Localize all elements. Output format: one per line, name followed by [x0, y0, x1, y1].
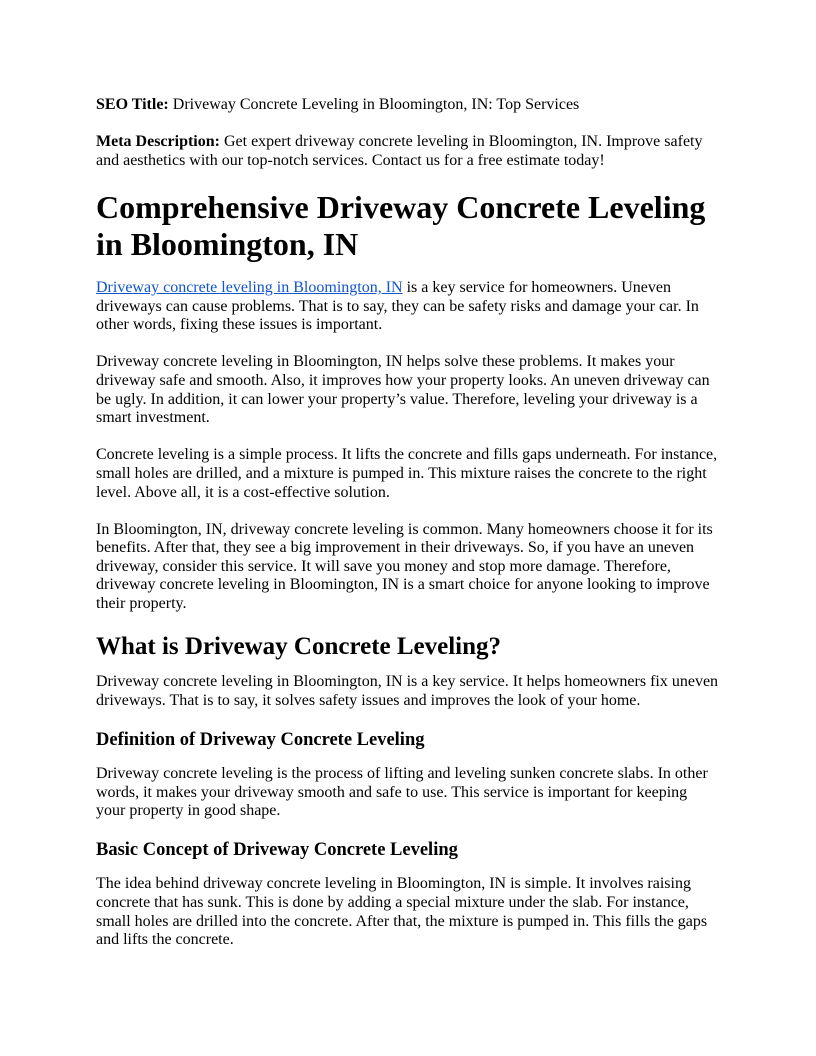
- paragraph-what-is: Driveway concrete leveling in Bloomington, IN is a key service. It helps homeowners fix uneven driveways. That is to say, it solves safety issues and improves the look of your home.: [96, 673, 719, 709]
- subsection-heading-definition: Definition of Driveway Concrete Leveling: [96, 730, 425, 751]
- intro-paragraph-text: is a key service for homeowners. Uneven driveways can cause problems. That is to say, they can be safety risks and damage your car. In other words, fixing these issues is important.: [96, 278, 699, 334]
- meta-description-text: Get expert driveway concrete leveling in Bloomington, IN. Improve safety and aesthetics with our top-notch services. Contact us for a free estimate today!: [96, 133, 703, 169]
- seo-title-label: SEO Title:: [96, 96, 169, 113]
- paragraph-basic-concept: The idea behind driveway concrete leveling in Bloomington, IN is simple. It involves raising concrete that has sunk. This is done by adding a special mixture under the slab. For instance, small holes are drilled into the concrete. After that, the mixture is pumped in. This fills the gaps and lifts the concrete.: [96, 875, 708, 949]
- section-heading-what-is: What is Driveway Concrete Leveling?: [96, 633, 502, 661]
- subsection-heading-basic-concept: Basic Concept of Driveway Concrete Leveling: [96, 840, 458, 861]
- paragraph-popularity: In Bloomington, IN, driveway concrete leveling is common. Many homeowners choose it for its benefits. After that, they see a big improvement in their driveways. So, if you have an uneven driveway, consider this service. It will save you money and stop more damage. Therefore, driveway concrete leveling in Bloomington, IN is a smart choice for anyone looking to improve their property.: [96, 520, 713, 613]
- page-title: Comprehensive Driveway Concrete Leveling in Bloomington, IN: [96, 188, 706, 262]
- seo-title-text: Driveway Concrete Leveling in Bloomington, IN: Top Services: [168, 96, 580, 113]
- driveway-leveling-link[interactable]: Driveway concrete leveling in Bloomington, IN: [96, 278, 403, 296]
- seo-title-line: [96, 96, 720, 115]
- meta-description-line: [96, 133, 720, 170]
- paragraph-definition: Driveway concrete leveling is the process of lifting and leveling sunken concrete slabs. In other words, it makes your driveway smooth and safe to use. This service is important for keeping your property in good shape.: [96, 765, 708, 820]
- meta-description-label: Meta Description:: [96, 133, 220, 151]
- paragraph-process: Concrete leveling is a simple process. It lifts the concrete and fills gaps underneath. For instance, small holes are drilled, and a mixture is pumped in. This mixture raises the concrete to the right level. Above all, it is a cost-effective solution.: [96, 446, 718, 501]
- paragraph-benefits: Driveway concrete leveling in Bloomington, IN helps solve these problems. It makes your driveway safe and smooth. Also, it improves how your property looks. An uneven driveway can be ugly. In addition, it can lower your property’s value. Therefore, leveling your driveway is a smart investment.: [96, 353, 710, 427]
- intro-paragraph: [96, 279, 720, 335]
